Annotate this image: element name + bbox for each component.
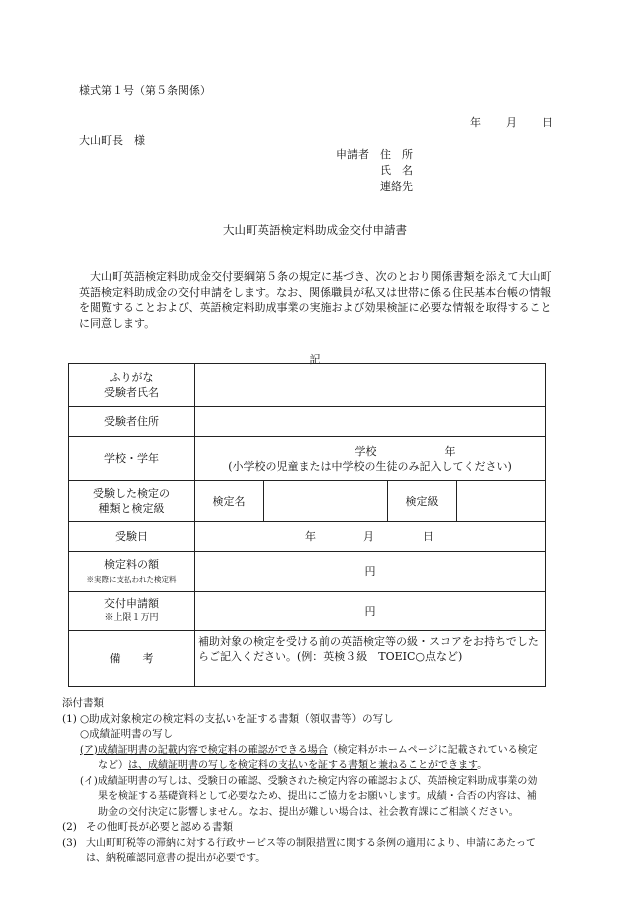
fee-label-cell xyxy=(69,552,195,592)
table-row xyxy=(69,407,546,437)
examinee-address-label: 受験者住所 xyxy=(69,407,195,437)
exam-level-label: 検定級 xyxy=(388,481,457,522)
item1-number: (1) xyxy=(62,712,77,725)
item2-number: (2) xyxy=(62,821,77,833)
school-grade-label: 学校・学年 xyxy=(69,437,195,481)
item3-line1: 大山町町税等の滞納に対する行政サービス等の制限措置に関する条例の適用により、申請にあたって xyxy=(86,837,536,849)
table-row xyxy=(69,364,546,407)
list-item xyxy=(62,820,602,836)
remarks-text: 補助対象の検定を受ける前の英語検定等の級・スコアをお持ちでしたらご記入ください。(例：英検３級 TOEIC○点など) xyxy=(198,635,539,663)
grade-suffix: 年 xyxy=(444,444,456,458)
item1i-line2: 果を検証する基礎資料として必要なため、提出にご協力をお願いします。成績・合否の内容は、補 xyxy=(98,791,537,802)
request-note: ※上限１万円 xyxy=(104,613,159,623)
date-month-label: 月 xyxy=(506,116,517,129)
table-row xyxy=(69,437,546,481)
list-item xyxy=(62,836,602,852)
item1a-text: （検定料がホームページに記載されている検定 xyxy=(327,744,538,756)
fee-label: 検定料の額 xyxy=(104,557,159,571)
item1i-line3: 助金の交付決定に影響しません。なお、提出が難しい場合は、社会教育課にご相談ください。 xyxy=(98,806,519,818)
contact-label: 連絡先 xyxy=(380,180,413,193)
fee-unit: 円 xyxy=(364,565,376,578)
item2-text: その他町長が必要と認める書類 xyxy=(86,821,233,833)
exam-name-field[interactable] xyxy=(264,481,388,522)
exam-level-field[interactable] xyxy=(457,481,546,522)
item1i-line1: (イ)成績証明書の写しは、受験日の確認、受験された検定内容の確認および、英語検定料助成事業の効 xyxy=(80,775,538,787)
remarks-field[interactable] xyxy=(195,631,546,687)
item1a-cont-underlined: は、成績証明書の写しを検定料の支払いを証する書類と兼ねることができます xyxy=(128,760,478,771)
body-paragraph: 大山町英語検定料助成金交付要綱第５条の規定に基づき、次のとおり関係書類を添えて大山町英語検定料助成金の交付申請をします。なお、関係職員が私又は世帯に係る住民基本台帳の情報を閲覧することおよび、英語検定料助成事業の実施および効果検証に必要な情報を取得することに同意します。 xyxy=(79,270,552,330)
school-suffix: 学校 xyxy=(354,444,377,458)
form-number: 様式第１号（第５条関係） xyxy=(79,84,211,97)
document-title: 大山町英語検定料助成金交付申請書 xyxy=(223,223,407,237)
table-row xyxy=(69,592,546,631)
examinee-address-field[interactable] xyxy=(195,407,546,437)
exam-name-label: 検定名 xyxy=(195,481,264,522)
table-row xyxy=(69,481,546,522)
name-label: 氏 名 xyxy=(380,164,413,177)
application-date xyxy=(470,114,553,130)
examinee-name-label: 受験者氏名 xyxy=(104,386,159,399)
school-note: (小学校の児童または中学校の生徒のみ記入してください) xyxy=(228,459,512,473)
request-unit: 円 xyxy=(364,604,376,618)
address-label: 住 所 xyxy=(380,148,413,161)
item3-line2: は、納税確認同意書の提出が必要です。 xyxy=(86,853,266,864)
request-label-cell xyxy=(69,592,195,631)
exam-label-line2: 種類と検定級 xyxy=(98,502,165,515)
item1a-underlined: (ア)成績証明書の記載内容で検定料の確認ができる場合 xyxy=(80,744,328,756)
exam-date-label: 受験日 xyxy=(69,522,195,552)
applicant-label: 申請者 xyxy=(336,148,369,161)
name-label-cell xyxy=(69,364,195,407)
remarks-label: 備 考 xyxy=(69,631,195,687)
date-day-label: 日 xyxy=(542,116,553,129)
fee-field[interactable] xyxy=(195,552,546,592)
attachments-section xyxy=(62,696,602,867)
school-grade-field[interactable] xyxy=(195,437,546,481)
exam-type-label-cell xyxy=(69,481,195,522)
list-item xyxy=(62,743,602,759)
item1a-end: 。 xyxy=(477,760,488,771)
exam-date-year: 年 xyxy=(305,530,316,543)
attachments-heading: 添付書類 xyxy=(62,697,104,709)
furigana-label: ふりがな xyxy=(109,371,154,384)
request-field[interactable] xyxy=(195,592,546,631)
addressee: 大山町長 様 xyxy=(79,134,145,147)
fee-note: ※実際に支払われた検定料 xyxy=(86,574,177,584)
request-label: 交付申請額 xyxy=(104,597,159,610)
item1-text: ○助成対象検定の検定料の支払いを証する書類（領収書等）の写し xyxy=(80,712,394,725)
list-item xyxy=(62,758,602,774)
item1a-cont: など） xyxy=(98,760,128,771)
item1b-text: ○成績証明書の写し xyxy=(80,728,174,740)
list-item xyxy=(62,712,602,728)
table-row xyxy=(69,522,546,552)
exam-date-day: 日 xyxy=(423,530,434,543)
exam-date-month: 月 xyxy=(363,530,374,543)
application-form-table xyxy=(68,363,546,687)
ki-heading: 記 xyxy=(309,353,321,366)
exam-date-field[interactable] xyxy=(195,522,546,552)
applicant-block xyxy=(336,147,413,195)
exam-label-line1: 受験した検定の xyxy=(93,487,170,500)
examinee-name-field[interactable] xyxy=(195,364,546,407)
table-row xyxy=(69,552,546,592)
table-row xyxy=(69,631,546,687)
item3-number: (3) xyxy=(62,836,77,849)
date-year-label: 年 xyxy=(470,116,481,129)
